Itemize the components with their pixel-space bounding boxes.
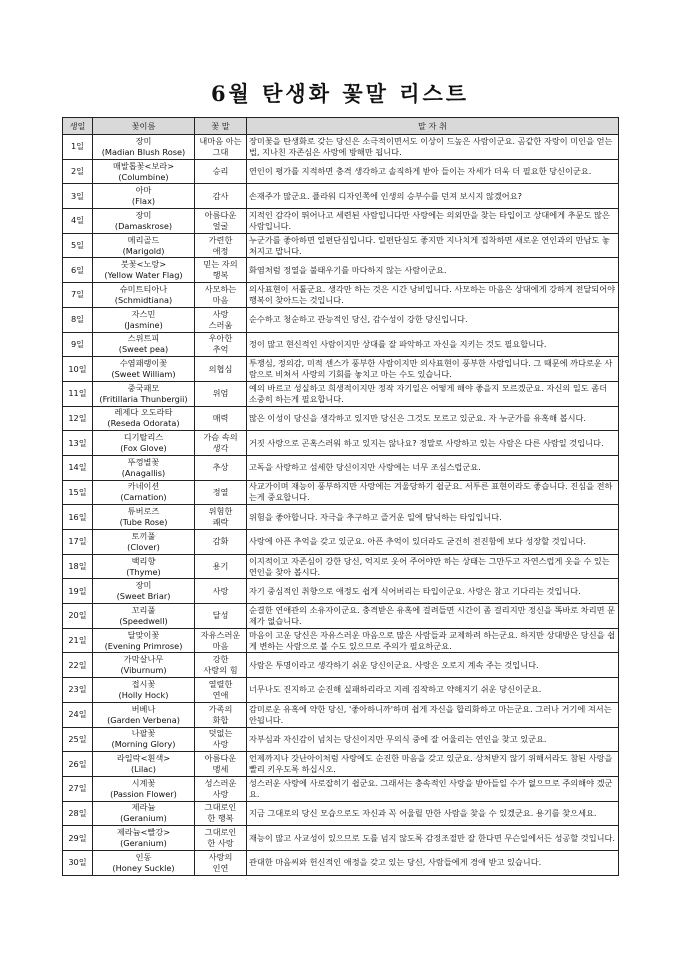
flower-meaning-cell	[195, 604, 247, 629]
flower-name-english: (Damaskrose)	[114, 220, 173, 231]
birth-date: 27일	[63, 776, 93, 801]
description-text: 고독을 사랑하고 섬세한 당신이지만 사랑에는 너무 조심스럽군요.	[249, 462, 481, 473]
flower-name-cell	[93, 530, 195, 555]
flower-name-cell	[93, 233, 195, 258]
description-cell	[247, 357, 619, 382]
description-text: 예의 바르고 성실하고 희생적이지만 정작 자기일은 어떻게 해야 좋을지 모르겠군요. 자신의 일도 좀더 소중히 하는게 필요합니다.	[249, 382, 608, 404]
flower-name-english: (Morning Glory)	[111, 739, 176, 750]
description-cell	[247, 530, 619, 555]
description-cell	[247, 776, 619, 801]
birth-date: 30일	[63, 850, 93, 875]
description-cell	[247, 431, 619, 456]
flower-name-korean: 장미	[135, 135, 152, 146]
flower-meaning-cell	[195, 381, 247, 406]
flower-meaning-line: 덧없는	[208, 728, 233, 739]
header-date: 생일	[63, 118, 93, 135]
flower-name-cell	[93, 752, 195, 777]
flower-meaning-line: 가족의	[208, 703, 233, 714]
flower-name-english: (Jasmine)	[124, 319, 163, 330]
flower-meaning-cell	[195, 283, 247, 308]
flower-meaning-line: 그대로인	[204, 802, 237, 813]
birth-date: 5일	[63, 233, 93, 258]
flower-meaning-cell	[195, 159, 247, 184]
flower-name-korean: 슈미트티아나	[119, 283, 168, 294]
flower-name-english: (Thyme)	[126, 566, 161, 577]
flower-meaning-line: 쾌락	[212, 517, 229, 528]
flower-meaning-line: 행복	[212, 270, 229, 281]
birth-date: 19일	[63, 579, 93, 604]
description-cell	[247, 332, 619, 357]
description-text: 지금 그대로의 당신 모습으로도 자신과 꼭 어울릴 만한 사람을 찾을 수 있겠군요. 용기를 찾으세요.	[249, 807, 597, 818]
birth-date: 1일	[63, 135, 93, 160]
flower-name-english: (Fox Glove)	[120, 443, 167, 454]
table-row	[63, 406, 619, 431]
flower-name-korean: 아마	[135, 185, 152, 196]
flower-name-cell	[93, 209, 195, 234]
description-text: 연인이 평가를 지적하면 충격 생각하고 솔직하게 받아 들이는 자세가 더욱 더 필요한 당신이군요.	[249, 166, 592, 177]
flower-name-korean: 뚜껑별꽃	[127, 456, 160, 467]
flower-name-korean: 장미	[135, 209, 152, 220]
flower-meaning-cell	[195, 530, 247, 555]
birth-date: 22일	[63, 653, 93, 678]
flower-name-english: (Tube Rose)	[119, 517, 168, 528]
table-row	[63, 258, 619, 283]
description-cell	[247, 258, 619, 283]
flower-meaning-cell	[195, 357, 247, 382]
flower-meaning-line: 열렬한	[208, 678, 233, 689]
description-text: 언제까지나 갓난아이처럼 사랑에도 순진한 마음을 갖고 있군요. 상처받지 않기 위해서라도 참된 사랑을 빨리 키우도록 하십시오.	[249, 753, 613, 775]
flower-meaning-cell	[195, 702, 247, 727]
description-cell	[247, 678, 619, 703]
flower-meaning-cell	[195, 431, 247, 456]
flower-name-english: (Columbine)	[118, 171, 169, 182]
flower-meaning-line: 사모하는	[204, 283, 237, 294]
flower-meaning-line: 성스러운	[204, 777, 237, 788]
flower-name-cell	[93, 579, 195, 604]
description-cell	[247, 579, 619, 604]
birth-date: 15일	[63, 480, 93, 505]
description-text: 화염처럼 정열을 불태우기를 마다하지 않는 사람이군요.	[249, 264, 447, 275]
flower-name-english: (Geranium)	[120, 813, 167, 824]
flower-meaning-cell	[195, 678, 247, 703]
flower-name-korean: 제라늄<빨강>	[116, 827, 171, 838]
flower-name-english: (Sweet William)	[111, 369, 176, 380]
flower-name-cell	[93, 678, 195, 703]
flower-meaning-line: 달성	[212, 610, 229, 621]
birth-date: 4일	[63, 209, 93, 234]
birth-date: 17일	[63, 530, 93, 555]
flower-meaning-line: 화합	[212, 714, 229, 725]
flower-name-korean: 백리향	[131, 555, 156, 566]
flower-name-korean: 중국패모	[127, 382, 160, 393]
flower-name-korean: 튜버로즈	[127, 506, 160, 517]
description-cell	[247, 184, 619, 209]
flower-meaning-line: 정열	[212, 486, 229, 497]
table-row	[63, 628, 619, 653]
flower-name-cell	[93, 628, 195, 653]
description-text: 사랑에 아픈 추억을 갖고 있군요. 아픈 추억이 있더라도 굳건히 전진함에 보다 성장할 것입니다.	[249, 536, 586, 547]
description-cell	[247, 801, 619, 826]
table-row	[63, 850, 619, 875]
description-text: 의사표현이 서툴군요. 생각만 하는 것은 시간 낭비입니다. 사모하는 마음은 상대에게 강하게 전달되어야 행복이 찾아드는 것입니다.	[249, 283, 616, 305]
description-cell	[247, 505, 619, 530]
flower-name-cell	[93, 727, 195, 752]
flower-meaning-line: 사랑	[212, 788, 229, 799]
table-row	[63, 727, 619, 752]
flower-name-cell	[93, 455, 195, 480]
table-header-row	[63, 118, 619, 135]
flower-name-english: (Passion Flower)	[110, 788, 177, 799]
flower-name-english: (Speedwell)	[119, 615, 168, 626]
flower-name-cell	[93, 431, 195, 456]
description-text: 손재주가 많군요. 플라워 디자인쪽에 인생의 승부수를 던져 보시지 않겠어요?	[249, 190, 522, 201]
flower-meaning-line: 아름다운	[204, 209, 237, 220]
flower-name-cell	[93, 159, 195, 184]
birth-date: 18일	[63, 554, 93, 579]
flower-meaning-line: 한 행복	[207, 813, 234, 824]
birth-date: 14일	[63, 455, 93, 480]
description-text: 위험을 좋아합니다. 자극을 추구하고 즐거운 일에 탐닉하는 타입입니다.	[249, 511, 502, 522]
flower-meaning-cell	[195, 135, 247, 160]
description-text: 순수하고 청순하고 관능적인 당신, 감수성이 강한 당신입니다.	[249, 314, 468, 325]
table-row	[63, 357, 619, 382]
flower-meaning-cell	[195, 727, 247, 752]
flower-name-english: (Reseda Odorata)	[107, 418, 180, 429]
flower-name-english: (Viburnum)	[120, 665, 167, 676]
flower-name-cell	[93, 653, 195, 678]
flower-meaning-line: 믿는 자의	[203, 259, 238, 270]
table-row	[63, 283, 619, 308]
description-text: 거짓 사랑으로 곤혹스러워 하고 있지는 않나요? 정말로 사랑하고 있는 사람은 다른 사람일 것입니다.	[249, 437, 604, 448]
table-row	[63, 579, 619, 604]
flower-name-korean: 붓꽃<노랑>	[120, 259, 167, 270]
description-cell	[247, 702, 619, 727]
description-text: 많은 이성이 당신을 생각하고 있지만 당신은 그것도 모르고 있군요. 자 누군가를 유혹해 봅시다.	[249, 412, 586, 423]
flower-meaning-cell	[195, 579, 247, 604]
flower-name-korean: 꼬리풀	[131, 604, 156, 615]
flower-name-cell	[93, 505, 195, 530]
description-text: 사교가이며 재능이 풍부하지만 사랑에는 겨울당하기 쉽군요. 서투른 표현이라도 좋습니다. 진심을 전하는게 중요합니다.	[249, 481, 613, 503]
flower-meaning-line: 생각	[212, 443, 229, 454]
flower-meaning-line: 애정	[212, 245, 229, 256]
flower-meaning-cell	[195, 653, 247, 678]
birth-date: 20일	[63, 604, 93, 629]
flower-name-cell	[93, 406, 195, 431]
description-cell	[247, 653, 619, 678]
description-text: 감미로운 유혹에 약한 당신, '좋아하니까'하며 쉽게 자신을 합리화하고 마는군요. 그러나 거기에 져서는 안됩니다.	[249, 703, 612, 725]
flower-name-english: (Carnation)	[120, 492, 167, 503]
flower-meaning-line: 사랑의	[208, 851, 233, 862]
flower-name-cell	[93, 283, 195, 308]
page-title: 6월 탄생화 꽃말 리스트	[210, 81, 470, 106]
flower-name-cell	[93, 307, 195, 332]
flower-name-korean: 제라늄	[131, 802, 156, 813]
table-row	[63, 209, 619, 234]
flower-meaning-line: 가련한	[208, 234, 233, 245]
table-row	[63, 702, 619, 727]
flower-meaning-line: 내마음 아는	[199, 135, 242, 146]
flower-meaning-line: 의협심	[208, 363, 233, 374]
birth-date: 2일	[63, 159, 93, 184]
flower-meaning-line: 승리	[212, 166, 229, 177]
flower-name-cell	[93, 381, 195, 406]
flower-meaning-line: 가슴 속의	[203, 432, 238, 443]
flower-name-english: (Garden Verbena)	[107, 714, 180, 725]
description-cell	[247, 159, 619, 184]
flower-meaning-cell	[195, 505, 247, 530]
flower-meaning-line: 사랑의 힘	[203, 665, 238, 676]
flower-name-cell	[93, 604, 195, 629]
flower-name-korean: 수염패랭이꽃	[119, 358, 168, 369]
table-row	[63, 826, 619, 851]
flower-name-cell	[93, 184, 195, 209]
table-row	[63, 530, 619, 555]
description-cell	[247, 135, 619, 160]
flower-name-english: (Sweet Briar)	[116, 591, 171, 602]
description-cell	[247, 752, 619, 777]
flower-meaning-cell	[195, 307, 247, 332]
description-text: 사람은 투명이라고 생각하기 쉬운 당신이군요. 사랑은 오로지 계속 주는 것입니다.	[249, 659, 539, 670]
description-cell	[247, 233, 619, 258]
flower-meaning-line: 인연	[212, 862, 229, 873]
flower-name-korean: 버베나	[131, 703, 156, 714]
description-cell	[247, 406, 619, 431]
flower-name-english: (Evening Primrose)	[104, 640, 183, 651]
flower-meaning-line: 맹세	[212, 764, 229, 775]
birth-flower-table	[62, 117, 619, 876]
flower-meaning-cell	[195, 332, 247, 357]
description-text: 누군가를 좋아하면 일편단심입니다. 일편단심도 좋지만 지나치게 집착하면 새로운 연인과의 만남도 놓쳐지고 맙니다.	[249, 234, 610, 256]
table-row	[63, 678, 619, 703]
flower-name-cell	[93, 776, 195, 801]
flower-name-korean: 레제다 오도라타	[114, 407, 173, 418]
flower-meaning-cell	[195, 826, 247, 851]
flower-meaning-line: 감사	[212, 190, 229, 201]
birth-date: 11일	[63, 381, 93, 406]
flower-meaning-cell	[195, 184, 247, 209]
flower-name-cell	[93, 480, 195, 505]
flower-meaning-line: 얼굴	[212, 220, 229, 231]
flower-name-korean: 자스민	[131, 308, 156, 319]
table-row	[63, 431, 619, 456]
description-cell	[247, 381, 619, 406]
flower-name-english: (Marigold)	[122, 245, 165, 256]
flower-meaning-line: 사랑	[212, 308, 229, 319]
birth-date: 16일	[63, 505, 93, 530]
birth-date: 23일	[63, 678, 93, 703]
table-row	[63, 184, 619, 209]
birth-date: 3일	[63, 184, 93, 209]
description-cell	[247, 727, 619, 752]
flower-name-korean: 카네이션	[127, 481, 160, 492]
flower-name-korean: 매발톱꽃<보라>	[112, 160, 175, 171]
flower-name-english: (Yellow Water Flag)	[104, 270, 183, 281]
description-text: 정이 많고 현신적인 사람이지만 상대를 잘 파악하고 자신을 지키는 것도 필요합니다.	[249, 338, 547, 349]
table-row	[63, 801, 619, 826]
description-text: 장미꽃을 탄생화로 갖는 당신은 소극적이면서도 이상이 드높은 사람이군요. 곰같한 자랑이 미인을 얻는법, 지나친 자존심은 사랑에 방해만 됩니다.	[249, 135, 613, 157]
flower-meaning-line: 연애	[212, 689, 229, 700]
flower-name-cell	[93, 826, 195, 851]
flower-name-korean: 시계꽃	[131, 777, 156, 788]
table-row	[63, 752, 619, 777]
birth-date: 21일	[63, 628, 93, 653]
table-row	[63, 776, 619, 801]
flower-meaning-line: 아름다운	[204, 753, 237, 764]
birth-date: 9일	[63, 332, 93, 357]
flower-name-english: (Geranium)	[120, 838, 167, 849]
flower-name-korean: 인동	[135, 851, 152, 862]
flower-name-cell	[93, 258, 195, 283]
header-meaning: 꽃 말	[195, 118, 247, 135]
flower-name-korean: 디기탈리스	[123, 432, 164, 443]
flower-name-korean: 스위트피	[127, 333, 160, 344]
flower-meaning-line: 위엄	[212, 388, 229, 399]
description-text: 지적인 감각이 뛰어나고 세련된 사람입니다만 사랑에는 의외만을 찾는 타입이고 상대에게 추문도 많은 사람입니다.	[249, 209, 610, 231]
description-cell	[247, 307, 619, 332]
flower-meaning-cell	[195, 752, 247, 777]
description-cell	[247, 604, 619, 629]
flower-meaning-line: 자유스러운	[200, 629, 241, 640]
flower-meaning-cell	[195, 480, 247, 505]
description-cell	[247, 628, 619, 653]
description-cell	[247, 480, 619, 505]
flower-meaning-cell	[195, 628, 247, 653]
header-desc: 말 자 취	[247, 118, 619, 135]
flower-meaning-line: 그대	[212, 146, 229, 157]
flower-name-english: (Lilac)	[130, 764, 157, 775]
flower-name-korean: 장미	[135, 580, 152, 591]
flower-meaning-line: 마음	[212, 294, 229, 305]
birth-date: 7일	[63, 283, 93, 308]
table-row	[63, 480, 619, 505]
flower-meaning-cell	[195, 554, 247, 579]
flower-meaning-line: 사랑	[212, 739, 229, 750]
flower-meaning-cell	[195, 258, 247, 283]
flower-meaning-cell	[195, 801, 247, 826]
description-text: 자부심과 자신감이 넘치는 당신이지만 무의식 중에 잘 어울리는 연인을 찾고 있군요.	[249, 733, 547, 744]
birth-date: 6일	[63, 258, 93, 283]
table-row	[63, 135, 619, 160]
description-cell	[247, 826, 619, 851]
table-row	[63, 307, 619, 332]
flower-name-english: (Sweet pea)	[118, 344, 169, 355]
birth-date: 24일	[63, 702, 93, 727]
flower-name-english: (Honey Suckle)	[112, 862, 175, 873]
flower-meaning-line: 매력	[212, 412, 229, 423]
flower-name-cell	[93, 554, 195, 579]
flower-name-korean: 가막살나무	[123, 654, 164, 665]
birth-date: 10일	[63, 357, 93, 382]
table-row	[63, 653, 619, 678]
flower-name-english: (Schmidtiana)	[114, 294, 173, 305]
flower-name-korean: 접시꽃	[131, 678, 156, 689]
flower-name-cell	[93, 135, 195, 160]
flower-name-korean: 나팔꽃	[131, 728, 156, 739]
table-row	[63, 332, 619, 357]
flower-name-korean: 토끼풀	[131, 530, 156, 541]
table-row	[63, 455, 619, 480]
description-cell	[247, 283, 619, 308]
description-text: 관대한 마음씨와 헌신적인 애정을 갖고 있는 당신, 사람들에게 경애 받고 있습니다.	[249, 857, 542, 868]
description-text: 이지적이고 자존심이 강한 당신, 억지로 웃어 주어야만 하는 상태는 그만두고 자연스럽게 웃을 수 있는 연인을 찾아 봅시다.	[249, 555, 610, 577]
flower-meaning-line: 강한	[212, 654, 229, 665]
table-row	[63, 505, 619, 530]
flower-meaning-cell	[195, 776, 247, 801]
flower-meaning-line: 우아한	[208, 333, 233, 344]
flower-meaning-cell	[195, 233, 247, 258]
description-text: 너무나도 진지하고 순진해 실패하리라고 지레 짐작하고 약해지기 쉬운 당신이군요.	[249, 684, 542, 695]
flower-meaning-line: 용기	[212, 561, 229, 572]
flower-name-english: (Madian Blush Rose)	[101, 146, 186, 157]
table-row	[63, 233, 619, 258]
description-cell	[247, 554, 619, 579]
flower-name-english: (Clover)	[127, 541, 160, 552]
birth-date: 26일	[63, 752, 93, 777]
birth-date: 29일	[63, 826, 93, 851]
flower-name-cell	[93, 332, 195, 357]
description-text: 순결한 연애관의 소유자이군요. 충격받은 유혹에 걸려들면 시간이 좀 걸리지만 정신을 똑바로 차리면 문제가 없습니다.	[249, 604, 616, 626]
flower-meaning-cell	[195, 209, 247, 234]
table-row	[63, 604, 619, 629]
description-text: 성스러운 사랑에 사로잡히기 쉽군요. 그래서는 충속적인 사랑을 받아들일 수가 없으므로 주의해야 겠군요.	[249, 777, 613, 799]
birth-date: 28일	[63, 801, 93, 826]
flower-name-cell	[93, 801, 195, 826]
description-cell	[247, 850, 619, 875]
description-text: 재능이 많고 사교성이 있으므로 도를 넘지 않도록 감정조절만 잘 한다면 무슨일에서든 성공할 것입니다.	[249, 832, 616, 843]
flower-meaning-line: 추상	[212, 462, 229, 473]
header-flower: 꽃이름	[93, 118, 195, 135]
flower-name-english: (Flax)	[131, 196, 156, 207]
flower-name-english: (Holly Hock)	[118, 689, 169, 700]
flower-meaning-line: 마음	[212, 640, 229, 651]
birth-date: 8일	[63, 307, 93, 332]
flower-name-cell	[93, 357, 195, 382]
flower-meaning-line: 감화	[212, 536, 229, 547]
flower-meaning-cell	[195, 406, 247, 431]
flower-name-korean: 메리골드	[127, 234, 160, 245]
description-cell	[247, 209, 619, 234]
table-row	[63, 554, 619, 579]
table-row	[63, 381, 619, 406]
birth-date: 12일	[63, 406, 93, 431]
table-row	[63, 159, 619, 184]
flower-name-cell	[93, 702, 195, 727]
birth-date: 13일	[63, 431, 93, 456]
flower-meaning-cell	[195, 850, 247, 875]
flower-meaning-line: 한 사랑	[207, 838, 234, 849]
flower-name-korean: 라일락<흰색>	[116, 753, 171, 764]
flower-meaning-line: 위험한	[208, 506, 233, 517]
flower-meaning-line: 스러움	[208, 319, 233, 330]
flower-meaning-line: 사랑	[212, 585, 229, 596]
description-text: 마음이 고운 당신은 자유스러운 마음으로 많은 사람들과 교제하려 하는군요. 하지만 상대방은 당신을 쉽게 변하는 사람으로 볼 수도 있으므로 주의가 필요하군요.	[249, 629, 616, 651]
birth-date: 25일	[63, 727, 93, 752]
flower-name-english: (Fritillaria Thunbergii)	[99, 393, 188, 404]
flower-name-korean: 달맞이꽃	[127, 629, 160, 640]
flower-name-english: (Anagallis)	[121, 467, 166, 478]
flower-meaning-cell	[195, 455, 247, 480]
description-cell	[247, 455, 619, 480]
table-body	[63, 135, 619, 876]
flower-meaning-line: 그대로인	[204, 827, 237, 838]
description-text: 자기 중심적인 취향으로 애정도 쉽게 식어버리는 타입이군요. 사랑은 참고 기다리는 것입니다.	[249, 585, 581, 596]
flower-name-cell	[93, 850, 195, 875]
flower-meaning-line: 추억	[212, 344, 229, 355]
description-text: 투쟁심, 정의감, 미적 센스가 풍부한 사람이지만 의사표현이 풍부한 사람입니다. 그 때문에 까다로운 사람으로 비쳐서 사랑의 기회를 놓치고 마는 수도 있습니다.	[249, 358, 613, 380]
